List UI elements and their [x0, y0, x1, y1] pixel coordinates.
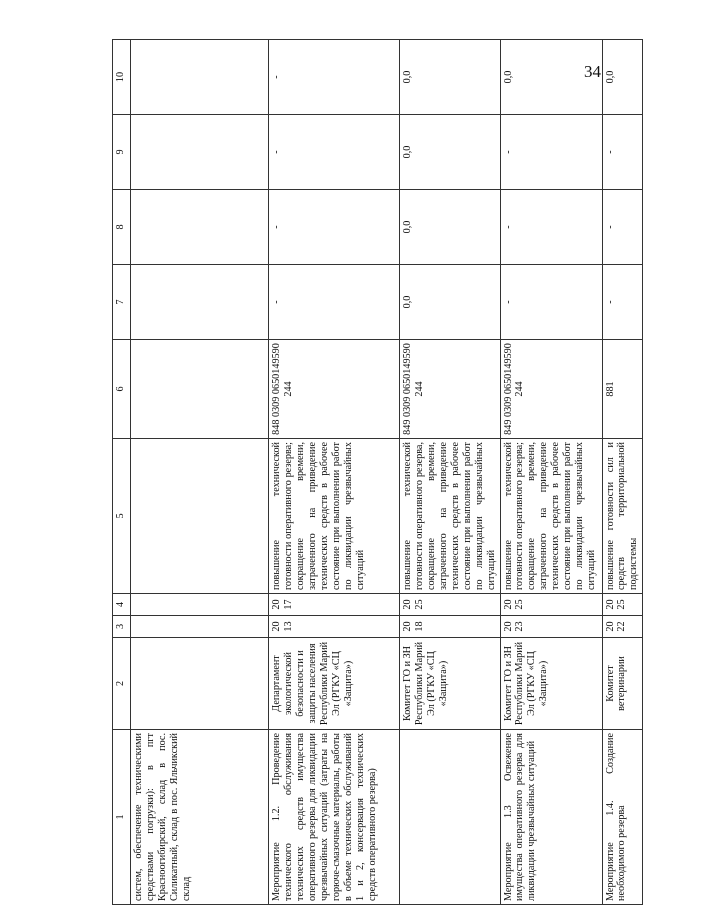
cell-executor: Комитет ГО и ЗН Республики Марий Эл (РГКУ «СЦ «Защита»)	[500, 638, 602, 730]
cell-value: 0,0	[400, 265, 501, 340]
cell-executor	[131, 638, 269, 730]
cell-result: повышение технической готовности оперативного резерва; сокращение времени, затраченного на приведение технических средств в рабочее состояние при выполнении работ по ликвидации чрезвычайных ситуаций	[500, 439, 602, 594]
cell-value: -	[500, 115, 602, 190]
cell-budget-code	[131, 340, 269, 439]
table-row	[500, 40, 602, 905]
cell-end-year: 2017	[269, 594, 400, 616]
table-row	[400, 40, 501, 905]
cell-executor: Комитет ветеринарии	[602, 638, 643, 730]
cell-value: -	[602, 115, 643, 190]
cell-budget-code: 848 0309 0650149590 244	[269, 340, 400, 439]
cell-start-year: 2013	[269, 616, 400, 638]
cell-value: -	[269, 115, 400, 190]
cell-measure: Мероприятие 1.2. Проведение технического обслуживания технических средств имущества оперативного резерва для ликвидации чрезвычайных ситуаций (затраты на горюче-смазочные материалы, работы в объеме технических обслуживаний 1 и 2, консервация технических средств оперативного резерва)	[269, 730, 400, 905]
header-cell: 2	[113, 638, 131, 730]
table-header-row	[113, 40, 131, 905]
cell-start-year	[131, 616, 269, 638]
cell-value	[131, 115, 269, 190]
cell-budget-code: 849 0309 0650149590 244	[500, 340, 602, 439]
cell-start-year: 2022	[602, 616, 643, 638]
rotated-table-container	[112, 40, 712, 905]
table-row	[269, 40, 400, 905]
header-cell: 8	[113, 190, 131, 265]
budget-table	[112, 39, 643, 905]
cell-executor: Комитет ГО и ЗН Республики Марий Эл (РГКУ «СЦ «Защита»)	[400, 638, 501, 730]
cell-value: 0,0	[400, 40, 501, 115]
cell-value: 0,0	[500, 40, 602, 115]
cell-measure: Мероприятие 1.3 Освежение имущества оперативного резерва для ликвидации чрезвычайных ситуаций	[500, 730, 602, 905]
cell-value: -	[269, 190, 400, 265]
cell-measure: Мероприятие 1.4. Создание необходимого резерва	[602, 730, 643, 905]
header-cell: 9	[113, 115, 131, 190]
cell-value: 0,0	[400, 190, 501, 265]
table-row	[131, 40, 269, 905]
cell-start-year: 2018	[400, 616, 501, 638]
cell-end-year: 2025	[602, 594, 643, 616]
cell-start-year: 2023	[500, 616, 602, 638]
cell-value	[131, 40, 269, 115]
cell-value: -	[500, 265, 602, 340]
cell-budget-code: 881	[602, 340, 643, 439]
cell-executor: Департамент экологической безопасности и защиты населения Республики Марий Эл (РГКУ «СЦ «Защита»)	[269, 638, 400, 730]
cell-result	[131, 439, 269, 594]
cell-value: -	[602, 265, 643, 340]
header-cell: 3	[113, 616, 131, 638]
cell-end-year: 2025	[400, 594, 501, 616]
cell-result: повышение технической готовности оперативного резерва; сокращение времени, затраченного на приведение технических средств в рабочее состояние при выполнении работ по ликвидации чрезвычайных ситуаций	[269, 439, 400, 594]
cell-end-year	[131, 594, 269, 616]
header-cell: 1	[113, 730, 131, 905]
cell-value	[131, 190, 269, 265]
cell-value: -	[269, 40, 400, 115]
cell-budget-code: 849 0309 0650149590 244	[400, 340, 501, 439]
cell-result: повышение готовности сил и средств территориальной подсистемы	[602, 439, 643, 594]
header-cell: 7	[113, 265, 131, 340]
page-number: 34	[584, 62, 601, 81]
cell-value: 0,0	[602, 40, 643, 115]
header-cell: 5	[113, 439, 131, 594]
header-cell: 6	[113, 340, 131, 439]
header-cell: 4	[113, 594, 131, 616]
cell-value: -	[500, 190, 602, 265]
header-cell: 10	[113, 40, 131, 115]
cell-value: -	[269, 265, 400, 340]
cell-value: -	[602, 190, 643, 265]
cell-value	[131, 265, 269, 340]
table-row	[602, 40, 643, 905]
cell-measure	[400, 730, 501, 905]
cell-value: 0,0	[400, 115, 501, 190]
cell-result: повышение технической готовности оперативного резерва, сокращение времени, затраченного на приведение технических средств в рабочее состояние при выполнении работ по ликвидации чрезвычайных ситуаций	[400, 439, 501, 594]
cell-measure: систем, обеспечение техническими средствами погрузки): в пгт Красноогибирский, склад в пос. Силикатный, склад в пос. Яльчикский склад	[131, 730, 269, 905]
cell-end-year: 2025	[500, 594, 602, 616]
